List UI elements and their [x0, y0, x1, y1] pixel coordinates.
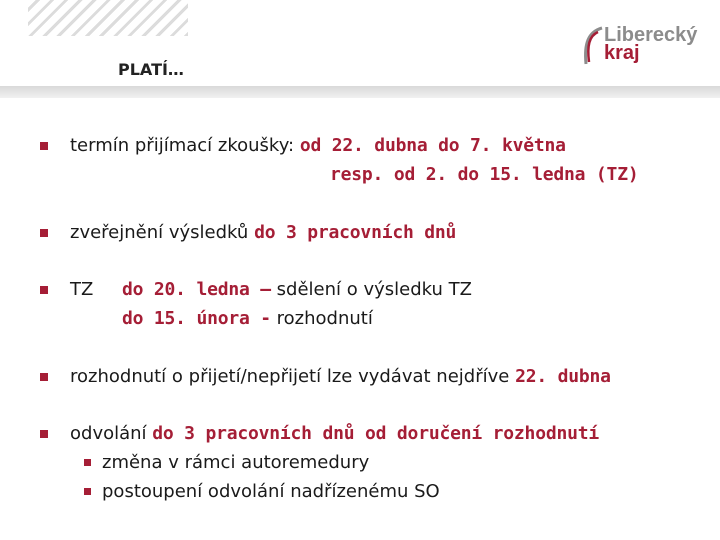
tz-line-1 — [122, 279, 472, 301]
tz-desc-2: rozhodnutí — [270, 308, 373, 329]
bullet-icon — [40, 373, 48, 381]
bullet-icon — [40, 430, 48, 438]
tz-label: TZ — [70, 279, 94, 300]
tz-date-2: do 15. února - — [122, 308, 271, 329]
tz-desc-1: sdělení o výsledku TZ — [270, 279, 472, 300]
decision-date: 22. dubna — [515, 366, 611, 387]
tz-line-2 — [122, 308, 373, 330]
header-bar — [0, 86, 720, 98]
logo-line1: Liberecký — [604, 24, 698, 46]
bullet-icon — [40, 286, 48, 294]
logo-line2: kraj — [604, 42, 640, 64]
appeal-deadline: do 3 pracovních dnů od doručení rozhodnutí — [152, 423, 600, 444]
exam-date-tz: resp. od 2. do 15. ledna (TZ) — [330, 164, 639, 185]
appeal-label: odvolání — [70, 423, 153, 444]
decision-item — [70, 366, 611, 388]
appeal-sub-2: postoupení odvolání nadřízenému SO — [102, 481, 440, 502]
logo-mark-icon — [580, 26, 606, 70]
bullet-icon — [40, 229, 48, 237]
exam-item — [70, 135, 566, 157]
results-label: zveřejnění výsledků — [70, 222, 255, 243]
tz-date-1: do 20. ledna – — [122, 279, 271, 300]
decision-label: rozhodnutí o přijetí/nepřijetí lze vydávat nejdříve — [70, 366, 516, 387]
results-deadline: do 3 pracovních dnů — [254, 222, 457, 243]
bullet-icon — [40, 142, 48, 150]
results-item — [70, 222, 456, 244]
logo-text — [604, 26, 697, 62]
exam-date-main: od 22. dubna do 7. května — [299, 135, 566, 156]
liberecky-kraj-logo — [580, 24, 698, 70]
header-stripes — [28, 0, 188, 36]
sub-bullet-icon — [84, 488, 91, 495]
slide-title: PLATÍ… — [118, 60, 184, 79]
exam-label: termín přijímací zkoušky: — [70, 135, 300, 156]
appeal-sub-1: změna v rámci autoremedury — [102, 452, 370, 473]
sub-bullet-icon — [84, 459, 91, 466]
appeal-item — [70, 423, 599, 445]
